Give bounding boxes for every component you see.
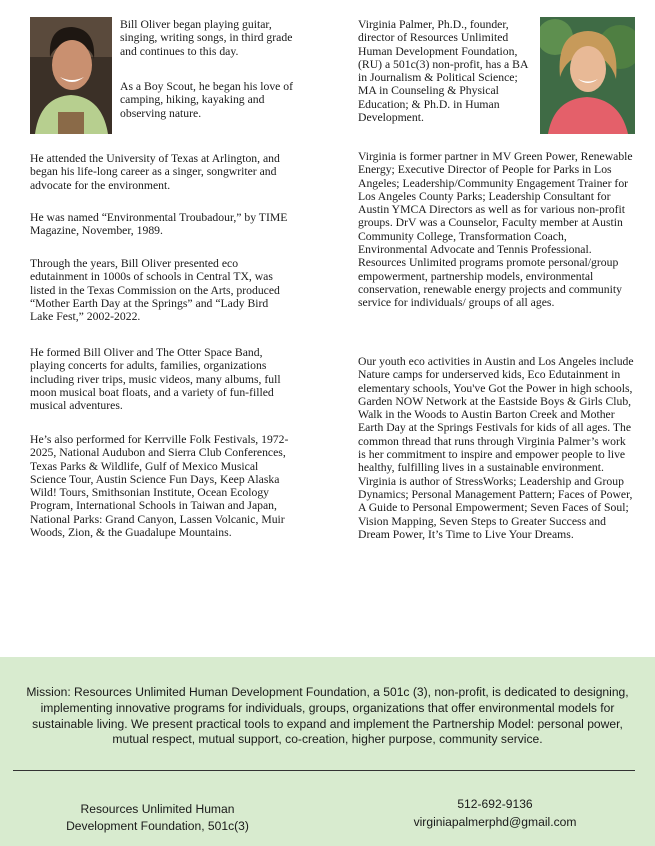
virginia-intro: Virginia Palmer, Ph.D., founder, director of Resources Unlimited Human Development Foundation, (RU) a 501c(3) non-profit, has a BA in Journalism & Political Science; MA in Counseling & Physical Education; & Ph.D. in Human Development. [358, 18, 528, 125]
bill-paragraph-2: He was named “Environmental Troubadour,” by TIME Magazine, November, 1989. [30, 211, 288, 238]
bill-paragraph-1: He attended the University of Texas at Arlington, and began his life-long career as a singer, songwriter and advocate for the environment. [30, 152, 280, 192]
bill-paragraph-3: Through the years, Bill Oliver presented eco edutainment in 1000s of schools in Central TX, was listed in the Texas Commission on the Arts, produced “Mother Earth Day at the Springs” and “Lady Bird Lake Fest,” 2002-2022. [30, 257, 280, 324]
organization-name-line-2: Development Foundation, 501c(3) [66, 818, 249, 833]
mission-statement: Mission: Resources Unlimited Human Development Foundation, a 501c (3), non-profit, is dedicated to designing, implementing innovative programs for individuals, groups, organizations that offer environmental models for sustainable living. We present practical tools to expand and implement the Partnership Model: personal power, mutual respect, mutual support, co-creation, higher purpose, community service. [26, 685, 629, 747]
virginia-paragraph-1: Virginia is former partner in MV Green Power, Renewable Energy; Executive Director of People for Parks in Los Angeles; Leadership/Community Engagement Trainer for Los Angeles County Parks; Leadership Consultant for Austin YMCA Directors as well as for various non-profit groups. DrV was a Counselor, Faculty member at Austin Community College, Transformation Coach, Environmental Advocate and Tennis Professional. Resources Unlimited programs promote personal/group empowerment, partnership models, environmental conservation, renewable energy projects and community service for individuals/ groups of all ages. [358, 150, 633, 310]
organization-name-line-1: Resources Unlimited Human [80, 802, 235, 816]
virginia-palmer-photo [540, 17, 635, 134]
bill-intro-2: As a Boy Scout, he began his love of camping, hiking, kayaking and observing nature. [120, 80, 294, 120]
organization-name [40, 801, 275, 834]
mission-footer [0, 657, 655, 846]
footer-divider [13, 770, 635, 771]
bill-paragraph-4: He formed Bill Oliver and The Otter Space Band, playing concerts for adults, families, organizations including river trips, music videos, many albums, full moon musical boat floats, and a variety of fun-filled musical adventures. [30, 346, 281, 413]
email-address[interactable]: virginiapalmerphd@gmail.com [413, 815, 577, 829]
bill-oliver-photo [30, 17, 112, 134]
bill-intro-1: Bill Oliver began playing guitar, singing, writing songs, in third grade and continues to this day. [120, 18, 293, 58]
contact-info [395, 795, 595, 831]
bill-paragraph-5: He’s also performed for Kerrville Folk Festivals, 1972-2025, National Audubon and Sierra Club Conferences, Texas Parks & Wildlife, Gulf of Mexico Musical Science Tour, Austin Science Fun Days, Keep Alaska Wild! Tours, Smithsonian Institute, Ocean Ecology Program, International Schools in Taiwan and Japan, National Parks: Grand Canyon, Lassen Volcanic, Muir Woods, Zion, & the Guadalupe Mountains. [30, 433, 289, 540]
virginia-paragraph-2: Our youth eco activities in Austin and Los Angeles include Nature camps for underserved kids, Eco Edutainment in elementary schools, You've Got the Power in high schools, Garden NOW Network at the Eastside Boys & Girls Club, Walk in the Woods to Austin Barton Creek and Mother Earth Day at the Springs Festivals for kids of all ages. The common thread that runs through Virginia Palmer’s work is her commitment to inspire and empower people to live healthy, fulfilling lives in a sustainable environment. Virginia is author of StressWorks; Leadership and Group Dynamics; Personal Management Pattern; Faces of Power, A Guide to Personal Empowerment; Seven Faces of Soul; Vision Mapping, Seven Steps to Greater Success and Dream Power, It’s Time to Live Your Dreams. [358, 355, 634, 541]
phone-number: 512-692-9136 [457, 797, 533, 811]
